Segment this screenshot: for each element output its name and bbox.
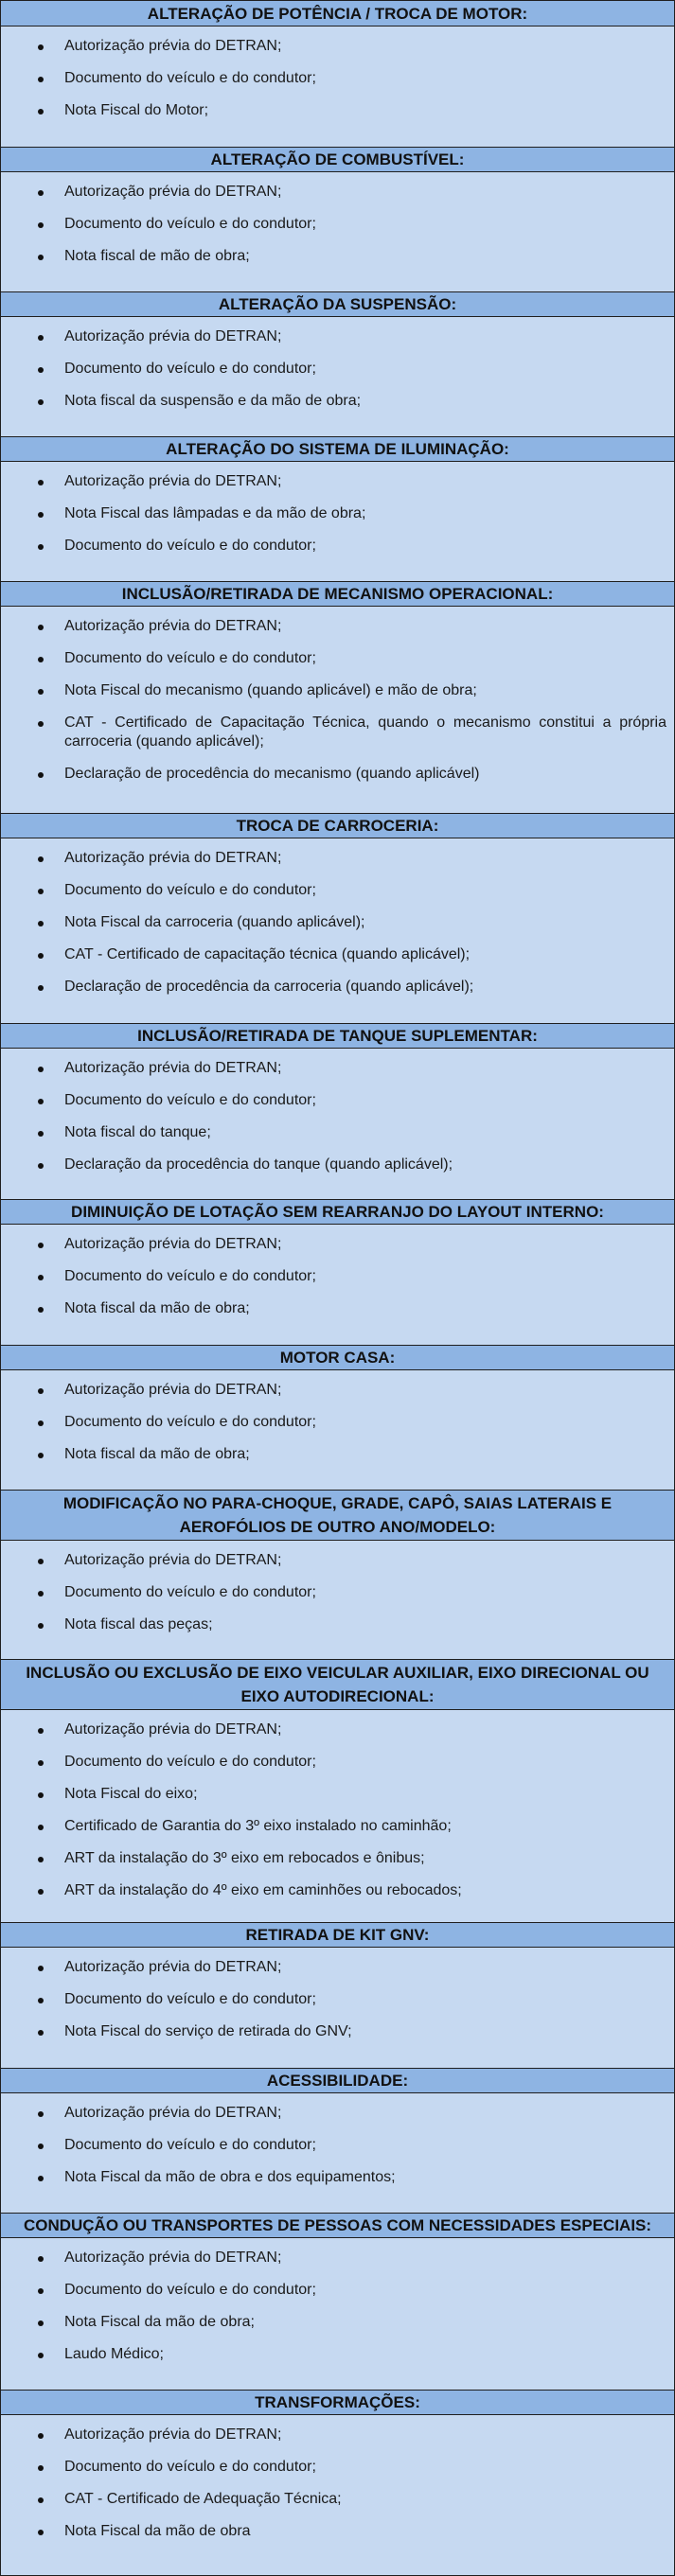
requirement-list: [1, 2104, 674, 2187]
requirement-item: Nota fiscal da mão de obra;: [1, 1445, 674, 1464]
requirement-item: CAT - Certificado de Capacitação Técnica, quando o mecanismo constitui a própria carroceria (quando aplicável);: [1, 714, 674, 751]
requirement-item: Autorização prévia do DETRAN;: [1, 2249, 674, 2267]
requirement-item: Nota Fiscal da carroceria (quando aplicável);: [1, 913, 674, 932]
section-header: CONDUÇÃO OU TRANSPORTES DE PESSOAS COM NECESSIDADES ESPECIAIS:: [1, 2213, 674, 2238]
section-body: [1, 1710, 674, 1922]
requirement-list: [1, 1551, 674, 1634]
requirement-list: [1, 327, 674, 411]
section-body: [1, 1541, 674, 1659]
requirement-item: Nota fiscal das peças;: [1, 1615, 674, 1634]
requirement-item: Autorização prévia do DETRAN;: [1, 1551, 674, 1570]
requirement-item: Nota fiscal de mão de obra;: [1, 247, 674, 266]
requirement-item: Nota Fiscal da mão de obra: [1, 2522, 674, 2541]
section-header: MODIFICAÇÃO NO PARA-CHOQUE, GRADE, CAPÔ, SAIAS LATERAIS E AEROFÓLIOS DE OUTRO ANO/MODELO:: [1, 1490, 674, 1541]
section-body: [1, 2238, 674, 2390]
section-header: ACESSIBILIDADE:: [1, 2068, 674, 2093]
requirement-list: [1, 37, 674, 120]
requirement-item: Autorização prévia do DETRAN;: [1, 327, 674, 346]
requirement-list: [1, 1381, 674, 1464]
section-header: ALTERAÇÃO DA SUSPENSÃO:: [1, 291, 674, 317]
section-body: [1, 172, 674, 291]
requirement-item: Documento do veículo e do condutor;: [1, 1583, 674, 1602]
section-body: [1, 838, 674, 1023]
section-header: TRANSFORMAÇÕES:: [1, 2390, 674, 2415]
requirement-item: Documento do veículo e do condutor;: [1, 649, 674, 668]
requirement-item: Nota Fiscal do serviço de retirada do GNV;: [1, 2022, 674, 2041]
section-body: [1, 1225, 674, 1345]
requirement-item: Autorização prévia do DETRAN;: [1, 1720, 674, 1739]
requirement-item: Documento do veículo e do condutor;: [1, 1267, 674, 1286]
requirement-list: [1, 1958, 674, 2041]
requirement-item: Declaração de procedência da carroceria (quando aplicável);: [1, 978, 674, 997]
section-header: ALTERAÇÃO DE COMBUSTÍVEL:: [1, 147, 674, 172]
requirement-item: Certificado de Garantia do 3º eixo instalado no caminhão;: [1, 1817, 674, 1836]
requirement-item: Autorização prévia do DETRAN;: [1, 1381, 674, 1400]
requirement-item: Documento do veículo e do condutor;: [1, 360, 674, 379]
requirement-item: Documento do veículo e do condutor;: [1, 881, 674, 900]
section-body: [1, 2093, 674, 2213]
requirement-item: Autorização prévia do DETRAN;: [1, 37, 674, 56]
section-body: [1, 607, 674, 813]
requirement-item: Documento do veículo e do condutor;: [1, 1413, 674, 1432]
requirement-list: [1, 1720, 674, 1900]
requirement-item: Documento do veículo e do condutor;: [1, 1753, 674, 1772]
requirement-list: [1, 2249, 674, 2364]
requirement-item: Documento do veículo e do condutor;: [1, 69, 674, 88]
requirement-item: Declaração de procedência do mecanismo (quando aplicável): [1, 765, 674, 784]
requirement-item: Nota fiscal da mão de obra;: [1, 1299, 674, 1318]
requirement-item: CAT - Certificado de capacitação técnica (quando aplicável);: [1, 945, 674, 964]
requirement-list: [1, 472, 674, 556]
requirement-item: Autorização prévia do DETRAN;: [1, 1958, 674, 1977]
section-header: MOTOR CASA:: [1, 1345, 674, 1370]
requirement-item: Documento do veículo e do condutor;: [1, 1990, 674, 2009]
section-header: RETIRADA DE KIT GNV:: [1, 1922, 674, 1948]
section-body: [1, 26, 674, 147]
requirement-item: ART da instalação do 4º eixo em caminhões ou rebocados;: [1, 1881, 674, 1900]
requirement-list: [1, 183, 674, 266]
section-body: [1, 1049, 674, 1199]
requirement-item: ART da instalação do 3º eixo em rebocados e ônibus;: [1, 1849, 674, 1868]
requirement-item: Documento do veículo e do condutor;: [1, 215, 674, 234]
section-header: ALTERAÇÃO DE POTÊNCIA / TROCA DE MOTOR:: [1, 1, 674, 26]
section-header: INCLUSÃO OU EXCLUSÃO DE EIXO VEICULAR AUXILIAR, EIXO DIRECIONAL OU EIXO AUTODIRECIONAL:: [1, 1659, 674, 1710]
requirement-list: [1, 1059, 674, 1174]
requirement-list: [1, 617, 674, 784]
section-body: [1, 1948, 674, 2068]
requirement-item: Nota Fiscal do Motor;: [1, 101, 674, 120]
section-body: [1, 1370, 674, 1490]
section-header: ALTERAÇÃO DO SISTEMA DE ILUMINAÇÃO:: [1, 436, 674, 462]
section-header: INCLUSÃO/RETIRADA DE TANQUE SUPLEMENTAR:: [1, 1023, 674, 1049]
section-body: [1, 317, 674, 436]
requirement-list: [1, 849, 674, 997]
requirement-item: Nota Fiscal das lâmpadas e da mão de obra;: [1, 504, 674, 523]
requirement-item: Autorização prévia do DETRAN;: [1, 2104, 674, 2123]
requirement-item: Autorização prévia do DETRAN;: [1, 1235, 674, 1254]
requirement-item: Nota Fiscal da mão de obra;: [1, 2313, 674, 2332]
requirement-item: Documento do veículo e do condutor;: [1, 1091, 674, 1110]
requirement-item: Nota fiscal da suspensão e da mão de obra;: [1, 392, 674, 411]
requirement-item: Autorização prévia do DETRAN;: [1, 183, 674, 202]
requirement-item: Autorização prévia do DETRAN;: [1, 2426, 674, 2444]
requirement-item: Nota Fiscal da mão de obra e dos equipamentos;: [1, 2168, 674, 2187]
requirement-item: Autorização prévia do DETRAN;: [1, 1059, 674, 1078]
requirement-item: Documento do veículo e do condutor;: [1, 537, 674, 556]
requirement-item: Documento do veículo e do condutor;: [1, 2136, 674, 2155]
section-header: TROCA DE CARROCERIA:: [1, 813, 674, 838]
section-header: INCLUSÃO/RETIRADA DE MECANISMO OPERACIONAL:: [1, 581, 674, 607]
section-body: [1, 2415, 674, 2575]
requirement-item: Nota Fiscal do mecanismo (quando aplicável) e mão de obra;: [1, 681, 674, 700]
requirement-list: [1, 1235, 674, 1318]
requirement-item: CAT - Certificado de Adequação Técnica;: [1, 2490, 674, 2509]
requirement-item: Nota fiscal do tanque;: [1, 1123, 674, 1142]
requirement-item: Laudo Médico;: [1, 2345, 674, 2364]
requirement-item: Documento do veículo e do condutor;: [1, 2281, 674, 2300]
section-body: [1, 462, 674, 581]
section-header: DIMINUIÇÃO DE LOTAÇÃO SEM REARRANJO DO LAYOUT INTERNO:: [1, 1199, 674, 1225]
requirement-item: Nota Fiscal do eixo;: [1, 1785, 674, 1804]
requirement-item: Autorização prévia do DETRAN;: [1, 472, 674, 491]
requirement-item: Autorização prévia do DETRAN;: [1, 849, 674, 868]
requirement-item: Documento do veículo e do condutor;: [1, 2458, 674, 2477]
requirement-item: Declaração da procedência do tanque (quando aplicável);: [1, 1156, 674, 1174]
requirement-list: [1, 2426, 674, 2541]
requirement-item: Autorização prévia do DETRAN;: [1, 617, 674, 636]
